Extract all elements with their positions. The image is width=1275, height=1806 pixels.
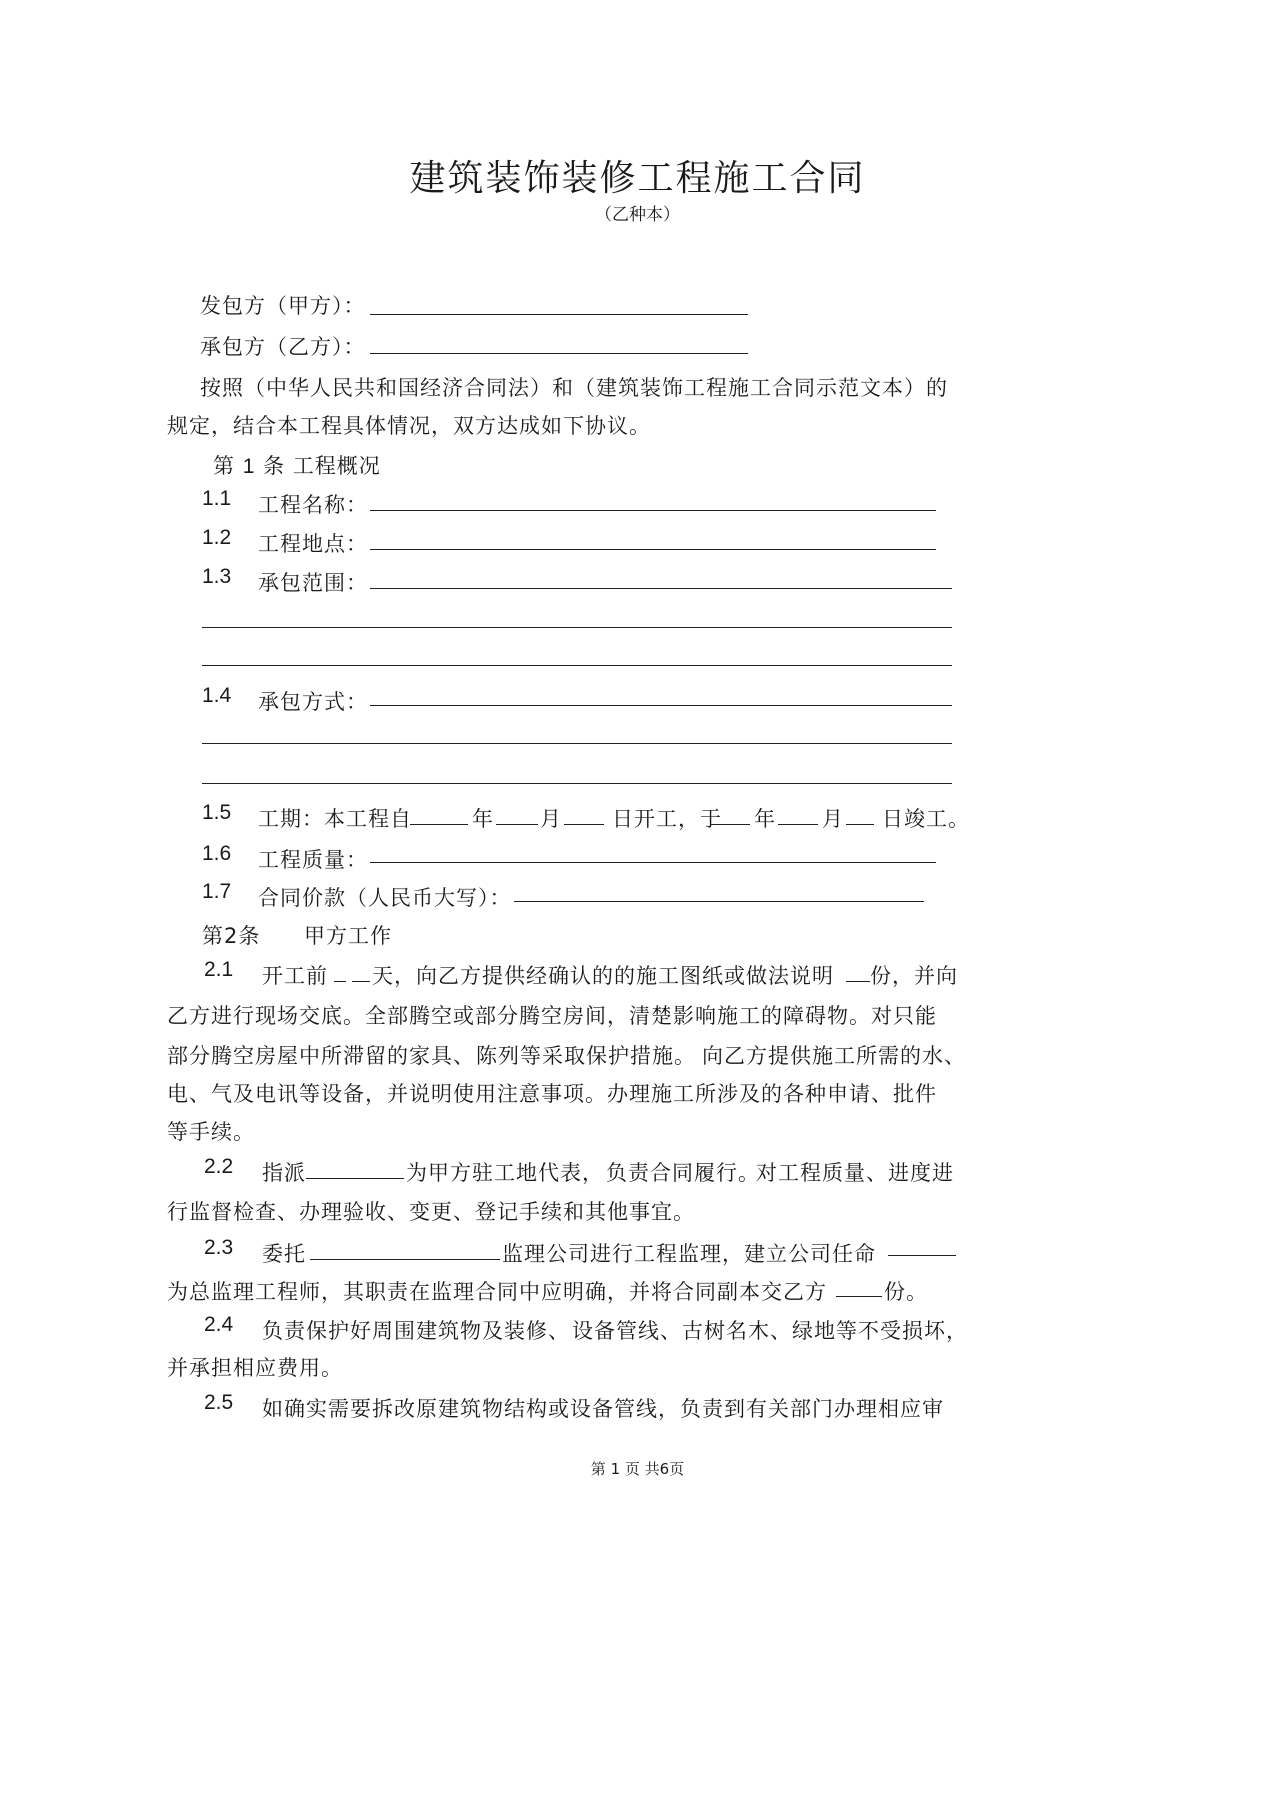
document-title: 建筑装饰装修工程施工合同 [409, 158, 866, 199]
article-2-title: 甲方工作 [304, 924, 392, 948]
item-1-6-blank[interactable] [370, 862, 936, 863]
item-2-4-num: 2.4 [204, 1313, 234, 1336]
footer-page-number: 1 [610, 1460, 621, 1478]
item-2-2-c: 负责合同履行。 [606, 1161, 760, 1185]
item-1-3-label: 承包范围： [258, 571, 368, 595]
item-1-4-num: 1.4 [202, 684, 232, 707]
item-2-3-b: 监理公司进行工程监理，建立公司任命 [502, 1242, 876, 1266]
item-2-3-num: 2.3 [204, 1236, 234, 1259]
item-1-5-label: 工期：本工程自 [258, 807, 412, 831]
article-2-heading: 第2条 [202, 924, 261, 948]
item-1-3-num: 1.3 [202, 565, 232, 588]
item-2-2-a: 指派 [262, 1161, 306, 1185]
item-2-3-line-2a: 为总监理工程师，其职责在监理合同中应明确，并将合同副本交乙方 [167, 1280, 827, 1304]
item-1-4-blank-3[interactable] [202, 783, 952, 784]
start-day-blank[interactable] [564, 824, 604, 825]
item-2-3-blank-3[interactable] [836, 1296, 882, 1297]
document-subtitle: （乙种本） [595, 205, 680, 225]
page-footer [0, 1458, 1275, 1479]
item-2-2-blank[interactable] [306, 1178, 404, 1179]
item-1-3-blank-1[interactable] [370, 588, 952, 589]
item-2-3-blank-2[interactable] [888, 1255, 956, 1256]
start-day-label: 日开工，于 [612, 807, 722, 831]
item-2-1-line-5: 等手续。 [167, 1120, 255, 1144]
item-2-1-blank-2[interactable] [846, 981, 870, 982]
item-1-6-num: 1.6 [202, 842, 232, 865]
intro-line-2: 规定，结合本工程具体情况，双方达成如下协议。 [167, 414, 651, 438]
item-1-3-blank-2[interactable] [202, 627, 952, 628]
item-1-2-label: 工程地点： [258, 532, 368, 556]
item-1-4-blank-1[interactable] [370, 705, 952, 706]
item-2-1-line-3c: 向乙方提供施工所需的水、 [702, 1044, 966, 1068]
item-1-5-num: 1.5 [202, 801, 232, 824]
party-a-blank[interactable] [370, 314, 748, 315]
end-day-blank[interactable] [846, 824, 874, 825]
item-2-1-b: 天，向乙方提供经确认的的施工图纸或做法说明 [372, 964, 834, 988]
article-1-heading-prefix: 第 [213, 454, 235, 478]
intro-line-1: 按照（中华人民共和国经济合同法）和（建筑装饰工程施工合同示范文本）的 [200, 376, 948, 400]
end-year-blank[interactable] [710, 824, 750, 825]
item-2-1-num: 2.1 [204, 958, 234, 981]
party-b-label: 承包方（乙方）： [200, 335, 366, 359]
start-year-blank[interactable] [410, 824, 468, 825]
item-1-6-label: 工程质量： [258, 848, 368, 872]
item-2-1-line-4: 电、气及电讯等设备，并说明使用注意事项。办理施工所涉及的各种申请、批件 [167, 1082, 937, 1106]
item-1-1-label: 工程名称： [258, 493, 368, 517]
article-1-heading [213, 450, 381, 480]
item-2-5-a: 如确实需要拆改原建筑物结构或设备管线，负责到有关部门办理相应审 [262, 1397, 944, 1421]
item-2-1-line-3a: 部分腾空房屋中所滞留的家具、 [167, 1044, 475, 1068]
item-2-1-blank-1a[interactable] [334, 981, 346, 982]
item-2-4-b: 设备管线、古树名木、绿地等不受损坏， [572, 1319, 968, 1343]
footer-prefix: 第 [590, 1460, 606, 1478]
item-2-4-a: 负责保护好周围建筑物及装修、 [262, 1319, 570, 1343]
item-1-2-blank[interactable] [370, 549, 936, 550]
end-month-blank[interactable] [778, 824, 818, 825]
start-year-label: 年 [472, 807, 494, 831]
item-2-1-line-2: 乙方进行现场交底。全部腾空或部分腾空房间，清楚影响施工的障碍物。对只能 [167, 1004, 937, 1028]
item-1-7-num: 1.7 [202, 880, 232, 903]
item-1-7-blank[interactable] [514, 901, 924, 902]
item-2-5-num: 2.5 [204, 1391, 234, 1414]
end-day-label: 日竣工。 [882, 807, 970, 831]
start-month-blank[interactable] [496, 824, 538, 825]
item-2-1-blank-1b[interactable] [352, 981, 370, 982]
item-2-2-line-2: 行监督检查、办理验收、变更、登记手续和其他事宜。 [167, 1200, 695, 1224]
item-1-4-blank-2[interactable] [202, 743, 952, 744]
article-1-heading-suffix: 条 工程概况 [263, 454, 381, 478]
item-2-3-line-2b: 份。 [884, 1280, 928, 1304]
item-1-4-label: 承包方式： [258, 690, 368, 714]
item-1-1-num: 1.1 [202, 487, 232, 510]
party-a-label: 发包方（甲方）： [200, 294, 366, 318]
item-2-1-c: 份，并向 [870, 964, 958, 988]
item-2-1-line-3b: 陈列等采取保护措施。 [476, 1044, 696, 1068]
item-2-2-d: 对工程质量、 [756, 1161, 888, 1185]
footer-mid: 页 共 [624, 1460, 660, 1478]
party-b-blank[interactable] [370, 353, 748, 354]
footer-total-pages: 6 [659, 1460, 670, 1478]
start-month-label: 月 [540, 807, 562, 831]
item-2-2-e: 进度进 [888, 1161, 954, 1185]
end-year-label: 年 [754, 807, 776, 831]
item-1-1-blank[interactable] [370, 510, 936, 511]
item-1-7-label: 合同价款（人民币大写）： [258, 886, 512, 910]
item-1-3-blank-3[interactable] [202, 665, 952, 666]
footer-suffix: 页 [669, 1460, 685, 1478]
item-2-3-blank-1[interactable] [310, 1259, 500, 1260]
item-2-3-a: 委托 [262, 1242, 306, 1266]
item-2-4-line-2: 并承担相应费用。 [167, 1356, 343, 1380]
item-2-1-a: 开工前 [262, 964, 328, 988]
item-1-2-num: 1.2 [202, 526, 232, 549]
article-1-heading-num: 1 [242, 455, 256, 478]
end-month-label: 月 [822, 807, 844, 831]
item-2-2-num: 2.2 [204, 1155, 234, 1178]
item-2-2-b: 为甲方驻工地代表， [406, 1161, 604, 1185]
